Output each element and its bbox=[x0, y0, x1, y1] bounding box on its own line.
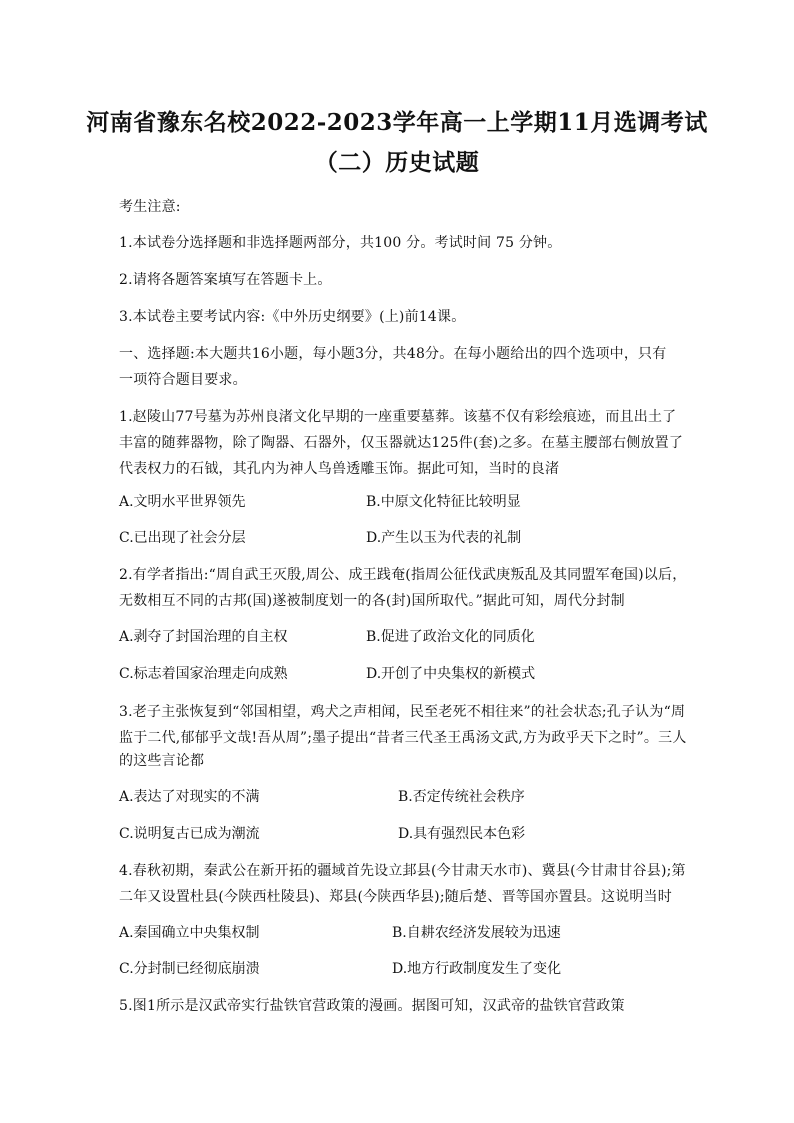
question-5-stem: 5.图1所示是汉武帝实行盐铁官营政策的漫画。据图可知，汉武帝的盐铁官营政策 bbox=[119, 998, 625, 1014]
question-2-option-b[interactable]: B.促进了政治文化的同质化 bbox=[366, 629, 535, 645]
question-1-stem: 丰富的随葬器物，除了陶器、石器外，仅玉器就达125件(套)之多。在墓主腰部右侧放置了 bbox=[119, 435, 684, 451]
question-1-option-b[interactable]: B.中原文化特征比较明显 bbox=[366, 494, 521, 510]
section-heading: 一、选择题:本大题共16小题，每小题3分，共48分。在每小题给出的四个选项中，只有 bbox=[119, 346, 667, 362]
question-4-stem: 二年又设置杜县(今陕西杜陵县)、郑县(今陕西华县);随后楚、晋等国亦置县。这说明当时 bbox=[119, 889, 672, 905]
question-2-option-c[interactable]: C.标志着国家治理走向成熟 bbox=[119, 666, 288, 682]
question-1-option-c[interactable]: C.已出现了社会分层 bbox=[119, 530, 246, 546]
question-2-stem: 无数相互不同的古邦(国)遂被制度划一的各(封)国所取代。”据此可知，周代分封制 bbox=[119, 593, 625, 609]
question-4-stem: 4.春秋初期，秦武公在新开拓的疆域首先设立邽县(今甘肃天水市)、冀县(今甘肃甘谷县);第 bbox=[119, 863, 686, 879]
notice-item: 3.本试卷主要考试内容:《中外历史纲要》(上)前14课。 bbox=[119, 309, 466, 325]
question-2-stem: 2.有学者指出:“周自武王灭殷,周公、成王践奄(指周公征伐武庚叛乱及其同盟军奄国)以后， bbox=[119, 567, 687, 583]
question-4-option-c[interactable]: C.分封制已经彻底崩溃 bbox=[119, 961, 260, 977]
question-4-option-a[interactable]: A.秦国确立中央集权制 bbox=[119, 925, 260, 941]
notice-item: 1.本试卷分选择题和非选择题两部分，共100 分。考试时间 75 分钟。 bbox=[119, 235, 562, 251]
question-3-stem: 的这些言论都 bbox=[119, 753, 205, 769]
notice-heading: 考生注意: bbox=[119, 199, 181, 215]
question-3-option-a[interactable]: A.表达了对现实的不满 bbox=[119, 789, 260, 805]
page-title: 河南省豫东名校2022-2023学年高一上学期11月选调考试 bbox=[86, 109, 708, 136]
question-4-option-b[interactable]: B.自耕农经济发展较为迅速 bbox=[392, 925, 561, 941]
question-3-option-b[interactable]: B.否定传统社会秩序 bbox=[398, 789, 525, 805]
page-subtitle: （二）历史试题 bbox=[314, 149, 480, 176]
question-3-stem: 3.老子主张恢复到“邻国相望，鸡犬之声相闻，民至老死不相往来”的社会状态;孔子认为“周 bbox=[119, 704, 686, 720]
question-1-option-a[interactable]: A.文明水平世界领先 bbox=[119, 494, 246, 510]
question-3-option-d[interactable]: D.具有强烈民本色彩 bbox=[398, 826, 526, 842]
question-4-option-d[interactable]: D.地方行政制度发生了变化 bbox=[392, 961, 562, 977]
question-3-stem: 监于二代,郁郁乎文哉!吾从周”;墨子提出“昔者三代圣王禹汤文武,方为政乎天下之时”。三人 bbox=[119, 730, 687, 746]
question-3-option-c[interactable]: C.说明复古已成为潮流 bbox=[119, 826, 260, 842]
question-1-option-d[interactable]: D.产生以玉为代表的礼制 bbox=[366, 530, 522, 546]
question-1-stem: 代表权力的石钺，其孔内为神人鸟兽透雕玉饰。据此可知，当时的良渚 bbox=[119, 461, 560, 477]
notice-item: 2.请将各题答案填写在答题卡上。 bbox=[119, 272, 332, 288]
question-1-stem: 1.赵陵山77号墓为苏州良渚文化早期的一座重要墓葬。该墓不仅有彩绘痕迹，而且出土了 bbox=[119, 409, 677, 425]
question-2-option-d[interactable]: D.开创了中央集权的新模式 bbox=[366, 666, 536, 682]
section-heading-cont: 一项符合题目要求。 bbox=[119, 372, 247, 388]
question-2-option-a[interactable]: A.剥夺了封国治理的自主权 bbox=[119, 629, 288, 645]
